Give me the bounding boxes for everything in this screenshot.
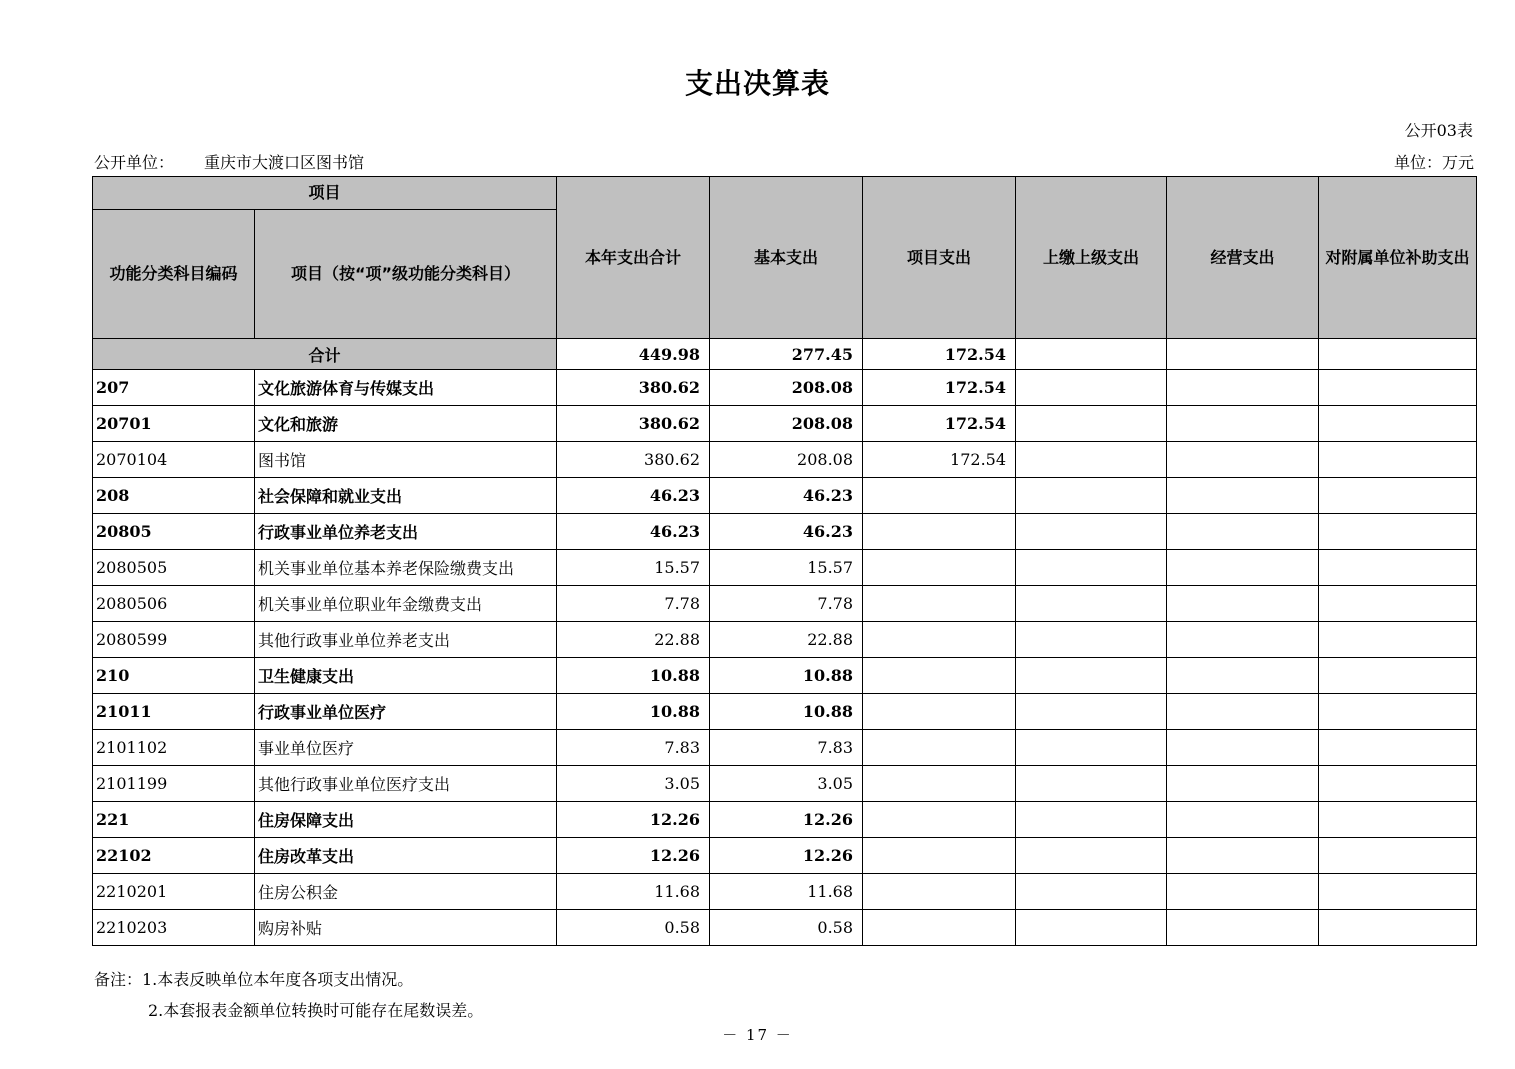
header-subsidy: 对附属单位补助支出 [1319,177,1477,339]
cell-total: 11.68 [557,874,710,910]
cell-code: 20701 [93,406,255,442]
cell-subsidy [1319,370,1477,406]
cell-upper [1016,442,1167,478]
cell-total: 22.88 [557,622,710,658]
cell-name: 卫生健康支出 [255,658,557,694]
cell-project [863,550,1016,586]
cell-project [863,514,1016,550]
cell-upper [1016,910,1167,946]
total-project: 172.54 [863,339,1016,370]
cell-code: 208 [93,478,255,514]
cell-business [1167,910,1319,946]
cell-business [1167,694,1319,730]
table-row [93,838,1477,874]
cell-name: 购房补贴 [255,910,557,946]
cell-total: 12.26 [557,802,710,838]
header-item: 项目（按“项”级功能分类科目） [255,210,557,339]
cell-total: 46.23 [557,514,710,550]
header-business: 经营支出 [1167,177,1319,339]
table-row [93,910,1477,946]
header-code: 功能分类科目编码 [93,210,255,339]
cell-subsidy [1319,658,1477,694]
total-row [93,339,1477,370]
cell-subsidy [1319,550,1477,586]
cell-code: 210 [93,658,255,694]
page-number: － 17 － [722,1026,793,1044]
cell-upper [1016,802,1167,838]
cell-subsidy [1319,694,1477,730]
cell-code: 221 [93,802,255,838]
table-row [93,442,1477,478]
cell-subsidy [1319,622,1477,658]
cell-basic: 12.26 [710,838,863,874]
cell-code: 22102 [93,838,255,874]
total-business [1167,339,1319,370]
cell-code: 2070104 [93,442,255,478]
cell-code: 2080506 [93,586,255,622]
cell-total: 7.78 [557,586,710,622]
cell-subsidy [1319,910,1477,946]
cell-business [1167,874,1319,910]
org-name: 重庆市大渡口区图书馆 [204,153,365,172]
cell-upper [1016,586,1167,622]
cell-subsidy [1319,874,1477,910]
cell-name: 行政事业单位医疗 [255,694,557,730]
table-row [93,694,1477,730]
header-upper: 上缴上级支出 [1016,177,1167,339]
cell-basic: 11.68 [710,874,863,910]
cell-upper [1016,406,1167,442]
cell-subsidy [1319,478,1477,514]
cell-project: 172.54 [863,406,1016,442]
cell-name: 机关事业单位基本养老保险缴费支出 [255,550,557,586]
cell-project [863,694,1016,730]
total-subsidy [1319,339,1477,370]
cell-total: 380.62 [557,370,710,406]
cell-code: 2101102 [93,730,255,766]
cell-total: 15.57 [557,550,710,586]
header-project: 项目 [93,177,557,210]
cell-business [1167,802,1319,838]
cell-project [863,622,1016,658]
cell-total: 380.62 [557,406,710,442]
cell-subsidy [1319,586,1477,622]
cell-subsidy [1319,766,1477,802]
cell-project [863,766,1016,802]
cell-subsidy [1319,730,1477,766]
cell-name: 住房改革支出 [255,838,557,874]
org-info [94,150,364,173]
cell-project: 172.54 [863,370,1016,406]
cell-business [1167,622,1319,658]
cell-name: 其他行政事业单位养老支出 [255,622,557,658]
header-total: 本年支出合计 [557,177,710,339]
cell-total: 3.05 [557,766,710,802]
cell-upper [1016,550,1167,586]
cell-project: 172.54 [863,442,1016,478]
cell-business [1167,838,1319,874]
cell-code: 20805 [93,514,255,550]
table-row [93,802,1477,838]
cell-total: 10.88 [557,658,710,694]
expenditure-table [92,176,1477,946]
cell-name: 社会保障和就业支出 [255,478,557,514]
total-label: 合计 [93,339,557,370]
cell-code: 2101199 [93,766,255,802]
cell-basic: 22.88 [710,622,863,658]
cell-business [1167,406,1319,442]
notes [94,964,483,1026]
cell-business [1167,658,1319,694]
cell-code: 2080599 [93,622,255,658]
cell-basic: 15.57 [710,550,863,586]
cell-subsidy [1319,442,1477,478]
cell-project [863,910,1016,946]
cell-code: 207 [93,370,255,406]
cell-upper [1016,838,1167,874]
cell-business [1167,442,1319,478]
table-row [93,658,1477,694]
header-basic: 基本支出 [710,177,863,339]
cell-upper [1016,370,1167,406]
cell-upper [1016,478,1167,514]
cell-name: 图书馆 [255,442,557,478]
cell-business [1167,586,1319,622]
cell-business [1167,550,1319,586]
cell-basic: 208.08 [710,442,863,478]
note-2: 2.本套报表金额单位转换时可能存在尾数误差。 [148,1001,484,1020]
cell-subsidy [1319,802,1477,838]
cell-name: 住房保障支出 [255,802,557,838]
cell-name: 行政事业单位养老支出 [255,514,557,550]
cell-name: 机关事业单位职业年金缴费支出 [255,586,557,622]
cell-total: 0.58 [557,910,710,946]
table-row [93,514,1477,550]
cell-basic: 10.88 [710,658,863,694]
table-row [93,406,1477,442]
cell-code: 2080505 [93,550,255,586]
note-1: 备注：1.本表反映单位本年度各项支出情况。 [94,970,414,989]
cell-basic: 10.88 [710,694,863,730]
cell-business [1167,766,1319,802]
cell-business [1167,514,1319,550]
cell-total: 10.88 [557,694,710,730]
cell-upper [1016,658,1167,694]
currency-unit: 单位：万元 [1393,153,1474,172]
cell-code: 2210201 [93,874,255,910]
cell-project [863,730,1016,766]
cell-name: 其他行政事业单位医疗支出 [255,766,557,802]
cell-business [1167,730,1319,766]
form-number: 公开03表 [1404,121,1473,140]
cell-business [1167,478,1319,514]
cell-total: 380.62 [557,442,710,478]
cell-upper [1016,874,1167,910]
cell-name: 文化和旅游 [255,406,557,442]
cell-total: 12.26 [557,838,710,874]
cell-subsidy [1319,406,1477,442]
cell-upper [1016,766,1167,802]
cell-subsidy [1319,514,1477,550]
org-label: 公开单位： [94,153,175,172]
cell-name: 文化旅游体育与传媒支出 [255,370,557,406]
header-project-expense: 项目支出 [863,177,1016,339]
cell-total: 46.23 [557,478,710,514]
cell-total: 7.83 [557,730,710,766]
cell-basic: 7.78 [710,586,863,622]
cell-upper [1016,694,1167,730]
cell-basic: 46.23 [710,478,863,514]
cell-upper [1016,514,1167,550]
table-row [93,874,1477,910]
cell-basic: 46.23 [710,514,863,550]
cell-project [863,478,1016,514]
cell-code: 2210203 [93,910,255,946]
cell-basic: 7.83 [710,730,863,766]
total-amount: 449.98 [557,339,710,370]
cell-project [863,838,1016,874]
table-row [93,730,1477,766]
cell-name: 事业单位医疗 [255,730,557,766]
table-row [93,586,1477,622]
table-row [93,622,1477,658]
cell-subsidy [1319,838,1477,874]
total-upper [1016,339,1167,370]
cell-basic: 0.58 [710,910,863,946]
cell-basic: 208.08 [710,370,863,406]
cell-name: 住房公积金 [255,874,557,910]
cell-project [863,874,1016,910]
table-row [93,370,1477,406]
table-row [93,550,1477,586]
total-basic: 277.45 [710,339,863,370]
page-title: 支出决算表 [684,67,830,100]
cell-basic: 3.05 [710,766,863,802]
cell-code: 21011 [93,694,255,730]
table-row [93,766,1477,802]
cell-upper [1016,622,1167,658]
cell-basic: 208.08 [710,406,863,442]
cell-project [863,586,1016,622]
cell-basic: 12.26 [710,802,863,838]
cell-upper [1016,730,1167,766]
cell-project [863,802,1016,838]
cell-project [863,658,1016,694]
table-row [93,478,1477,514]
cell-business [1167,370,1319,406]
